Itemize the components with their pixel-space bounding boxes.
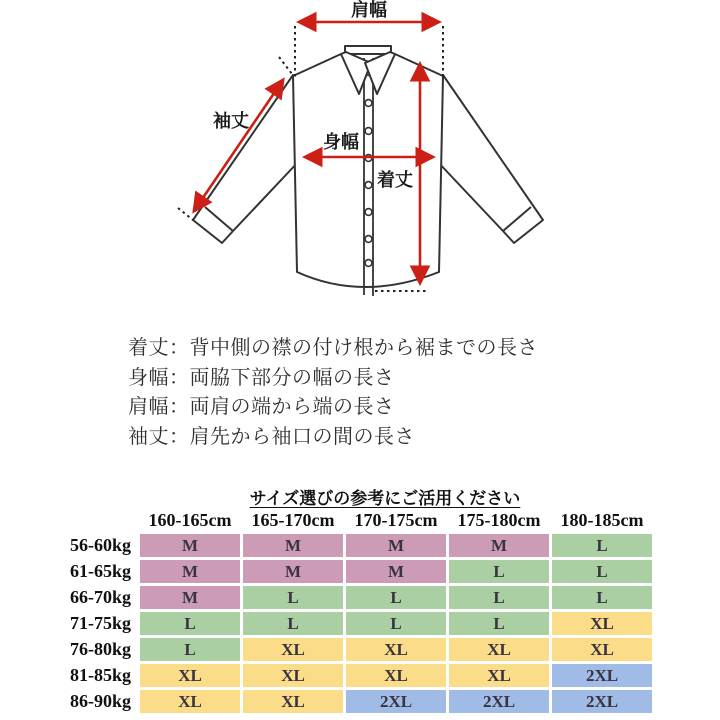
size-table-row [41, 612, 652, 635]
size-cell: L [243, 612, 343, 635]
size-cell: M [449, 534, 549, 557]
size-cell: XL [346, 638, 446, 661]
size-cell: XL [140, 690, 240, 713]
weight-row-label: 56-60kg [69, 535, 131, 555]
height-column-header: 170-175cm [354, 509, 438, 530]
size-cell: L [140, 638, 240, 661]
size-cell: L [346, 612, 446, 635]
size-table-row [41, 586, 652, 609]
size-table-row [41, 690, 652, 713]
size-table-row [41, 560, 652, 583]
body-width-label: 身幅 [323, 132, 359, 152]
definition-line: 袖丈：肩先から袖口の間の長さ [128, 425, 415, 448]
shoulder-width-label: 肩幅 [351, 0, 387, 20]
size-cell: XL [243, 664, 343, 687]
shirt-diagram-svg [145, 0, 575, 332]
weight-row-label: 76-80kg [69, 639, 131, 659]
size-cell: XL [552, 638, 652, 661]
size-table-row [41, 534, 652, 557]
height-column-header: 180-185cm [560, 509, 644, 530]
shirt-measurement-diagram [145, 0, 575, 332]
height-column-header: 160-165cm [148, 509, 232, 530]
weight-row-label: 86-90kg [69, 691, 131, 711]
size-table-title: サイズ選びの参考にご活用ください [249, 489, 521, 508]
size-cell: M [140, 534, 240, 557]
size-cell: XL [243, 690, 343, 713]
size-cell: M [346, 534, 446, 557]
size-cell: L [552, 534, 652, 557]
measurement-definitions [128, 334, 538, 452]
size-cell: M [140, 560, 240, 583]
size-table-header-row [41, 509, 652, 531]
size-cell: L [449, 560, 549, 583]
size-cell: L [243, 586, 343, 609]
definition-line: 肩幅：両肩の端から端の長さ [128, 396, 395, 418]
weight-row-label: 81-85kg [69, 665, 131, 685]
size-cell: M [243, 560, 343, 583]
weight-row-label: 61-65kg [69, 561, 131, 581]
size-table-body [41, 534, 652, 713]
size-cell: M [243, 534, 343, 557]
height-column-header: 165-170cm [251, 509, 335, 530]
garment-length-label: 着丈 [377, 170, 413, 190]
size-cell: L [552, 560, 652, 583]
size-cell: L [449, 612, 549, 635]
size-cell: L [449, 586, 549, 609]
weight-row-label: 71-75kg [69, 613, 131, 633]
size-cell: XL [449, 638, 549, 661]
size-cell: L [346, 586, 446, 609]
sleeve-length-label: 袖丈 [213, 111, 249, 131]
size-table-row [41, 664, 652, 687]
size-cell: 2XL [552, 690, 652, 713]
size-cell: XL [449, 664, 549, 687]
size-cell: 2XL [449, 690, 549, 713]
definition-line: 着丈：背中側の襟の付け根から裾までの長さ [128, 337, 538, 359]
size-cell: L [552, 586, 652, 609]
definition-line: 身幅：両脇下部分の幅の長さ [128, 366, 395, 389]
size-cell: XL [243, 638, 343, 661]
size-cell: XL [552, 612, 652, 635]
size-table-corner-cell [41, 509, 137, 531]
size-table-row [41, 638, 652, 661]
size-cell: 2XL [346, 690, 446, 713]
weight-row-label: 66-70kg [69, 587, 131, 607]
size-cell: 2XL [552, 664, 652, 687]
size-cell: M [140, 586, 240, 609]
height-column-header: 175-180cm [457, 509, 541, 530]
size-cell: M [346, 560, 446, 583]
size-cell: L [140, 612, 240, 635]
size-cell: XL [140, 664, 240, 687]
size-table [38, 506, 655, 716]
size-cell: XL [346, 664, 446, 687]
